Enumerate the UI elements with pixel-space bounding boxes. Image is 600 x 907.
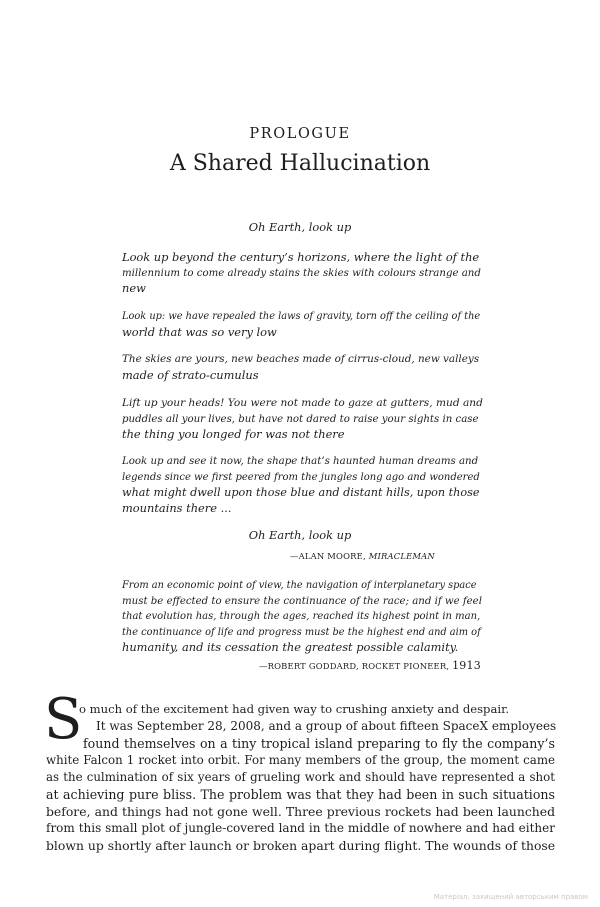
poem-line: Look up and see it now, the shape that’s haunted human dreams and [122,456,479,467]
copyright-watermark: Матеріал, захищений авторським правом [433,893,588,901]
poem-line: legends since we first peered from the jungles long ago and wondered [122,471,480,483]
poem-line: Lift up your heads! You were not made to gaze at gutters, mud and [122,397,483,409]
poem-line: millennium to come already stains the skies with colours strange and [122,267,481,279]
body-line: at achieving pure bliss. The problem was that they had been in such situations [46,787,555,802]
quote-line: must be effected to ensure the continuance of the race; and if we feel [122,595,482,607]
quote-line: humanity, and its cessation the greatest possible calamity. [122,640,459,655]
poem-opening: Oh Earth, look up [248,220,352,234]
chapter-label: PROLOGUE [249,126,351,142]
poem-stanza [122,250,482,300]
chapter-title: A Shared Hallucination [169,151,431,176]
poem-line: Look up beyond the century’s horizons, where the light of the [122,250,480,264]
poem-line: world that was so very low [122,324,277,339]
body-line: as the culmination of six years of grueling work and should have represented a shot [46,770,555,784]
quote-line: the continuance of life and progress must be the highest end and aim of [122,626,481,638]
body-line: o much of the excitement had given way to crushing anxiety and despair. [79,702,510,716]
poem-line: the thing you longed for was not there [122,427,345,442]
poem-line: new [122,281,146,296]
poem-stanza [122,352,482,386]
poem-line: The skies are yours, new beaches made of cirrus-cloud, new valleys [122,353,480,365]
attribution-author: —ROBERT GODDARD, ROCKET PIONEER, [259,661,453,671]
body-line: blown up shortly after launch or broken apart during flight. The wounds of those [46,838,556,853]
poem-line: what might dwell upon those blue and distant hills, upon those [122,486,480,500]
quote-line: From an economic point of view, the navigation of interplanetary space [122,580,477,591]
body-line: from this small plot of jungle-covered land in the middle of nowhere and had either [46,821,555,835]
poem-line: made of strato-cumulus [122,367,259,382]
quote-line: that evolution has, through the ages, reached its highest point in man, [122,611,481,623]
drop-cap: S [44,687,83,752]
poem-attribution [290,551,435,561]
poem-stanza [122,454,482,520]
poem-closing: Oh Earth, look up [248,528,352,542]
body-line: found themselves on a tiny tropical island preparing to fly the company’s [83,736,555,751]
body-line: white Falcon 1 rocket into orbit. For many members of the group, the moment came [46,753,555,767]
attribution-work: MIRACLEMAN [368,551,435,561]
goddard-quote [122,578,482,658]
poem-line: Look up: we have repealed the laws of gravity, torn off the ceiling of the [122,311,481,322]
body-line: before, and things had not gone well. Three previous rockets had been launched [46,804,555,819]
attribution-author: —ALAN MOORE, [290,551,369,561]
poem-line: puddles all your lives, but have not dared to raise your sights in case [122,413,479,425]
body-line: It was September 28, 2008, and a group of about fifteen SpaceX employees [96,719,557,733]
poem-line: mountains there ... [122,500,232,515]
quote-attribution [259,659,481,672]
poem-stanza [122,309,482,343]
poem-stanza [122,396,482,446]
attribution-year: 1913 [452,659,481,672]
